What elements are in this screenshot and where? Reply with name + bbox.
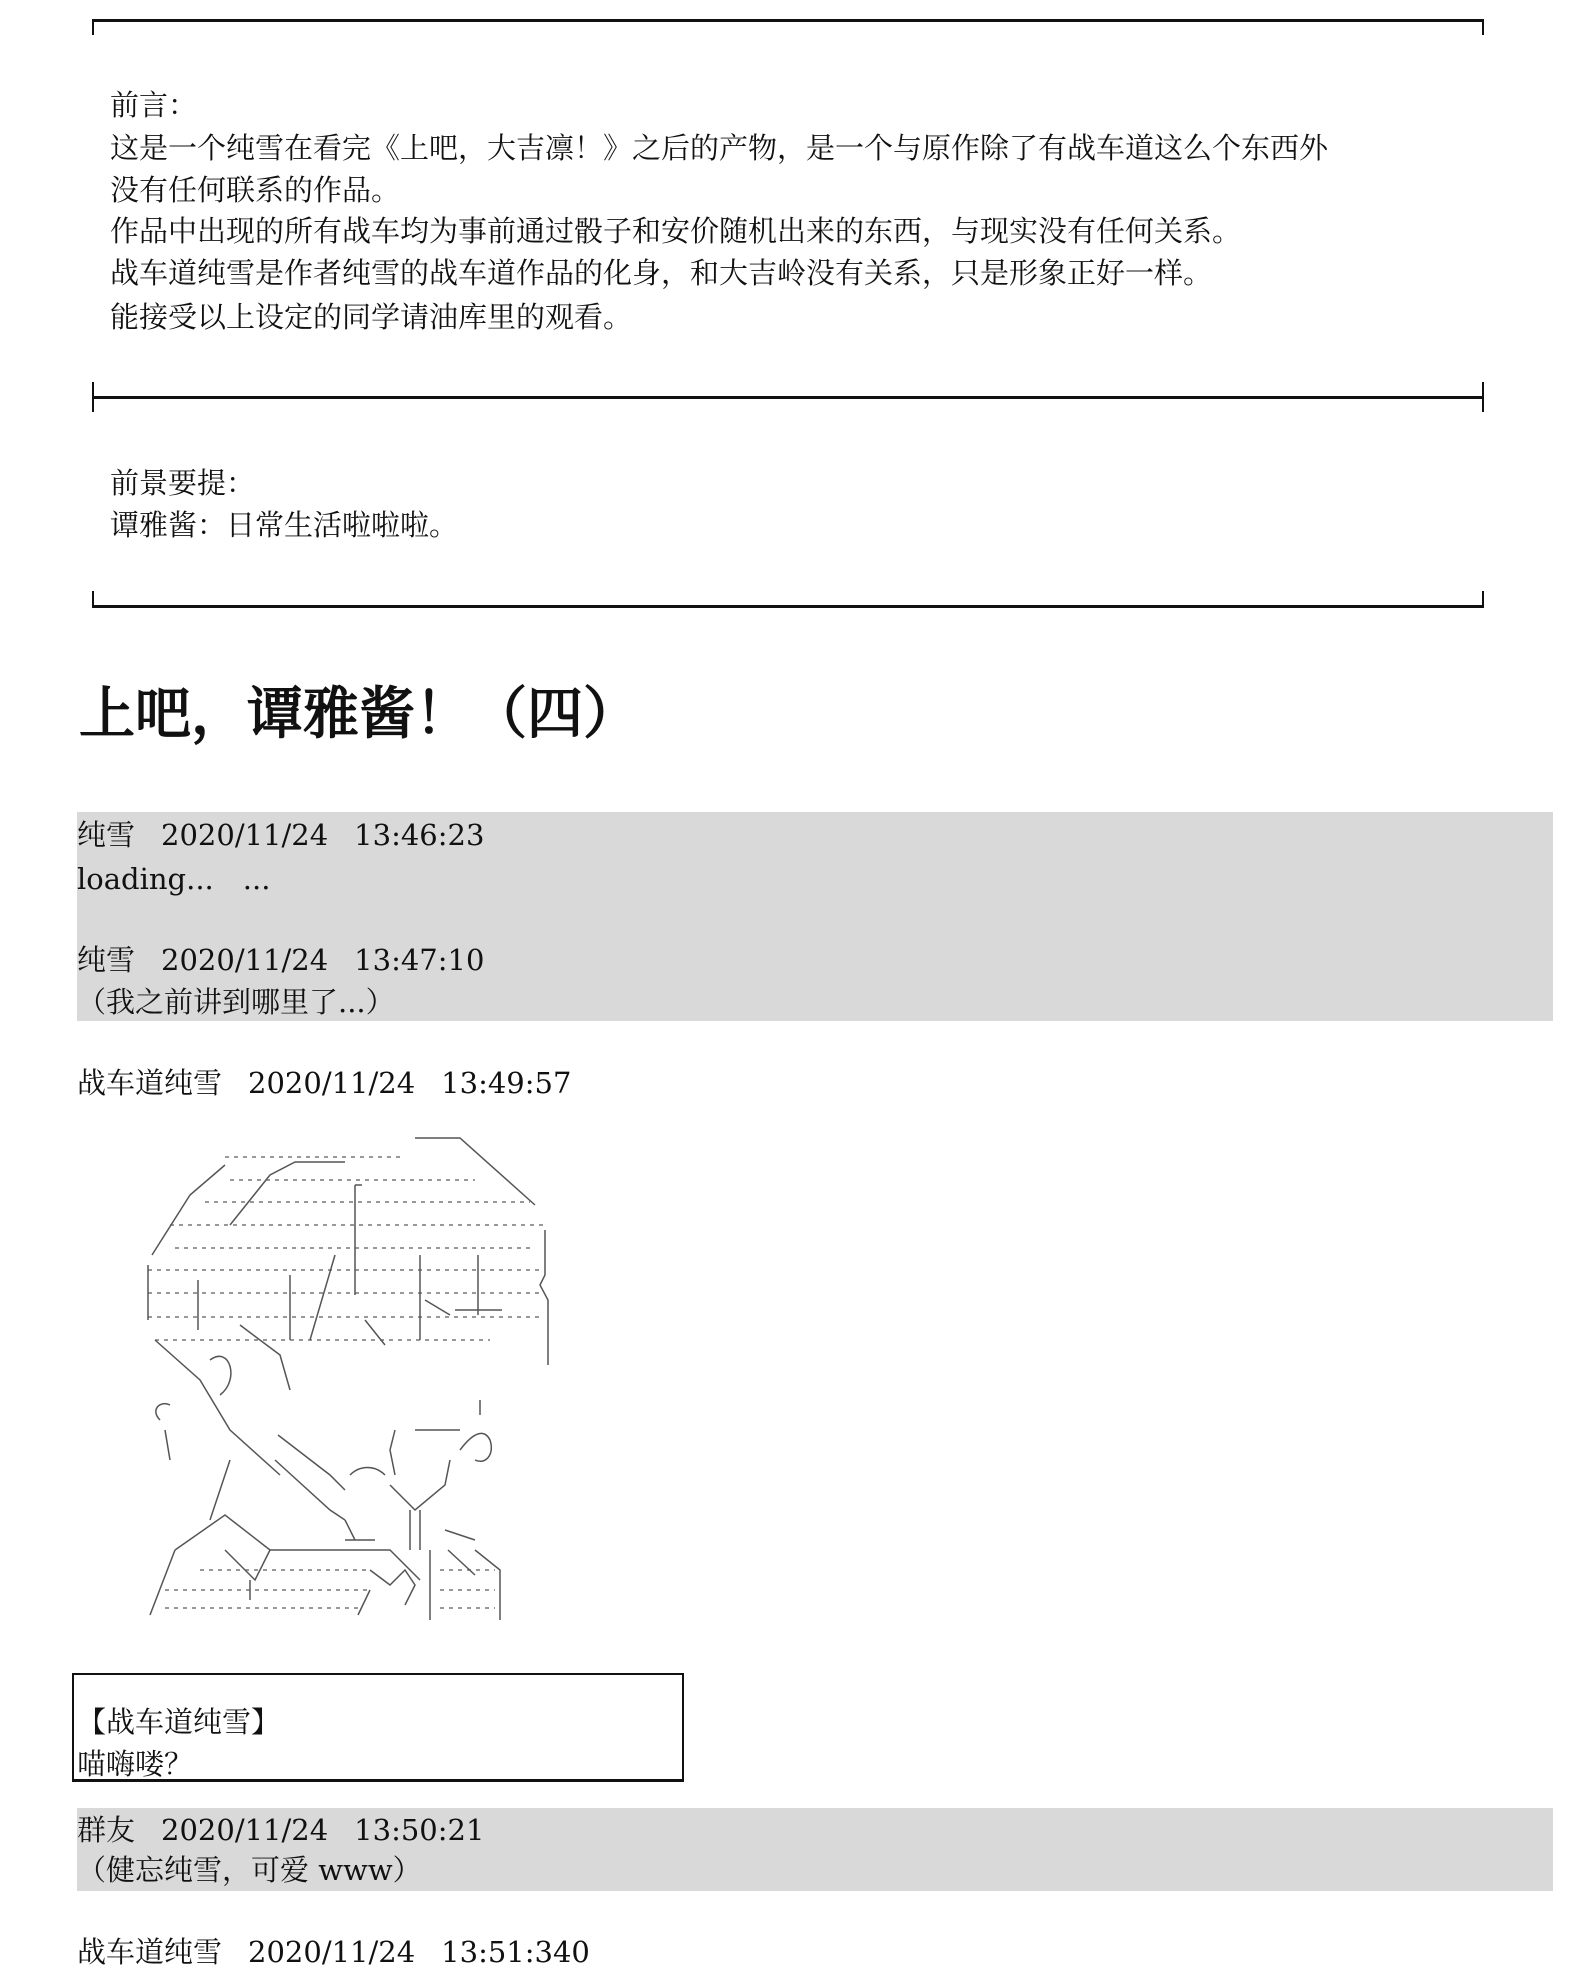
message-author: 纯雪 <box>77 943 136 977</box>
divider-middle <box>92 396 1484 399</box>
preface-heading: 前言： <box>110 88 198 122</box>
message-date: 2020/11/24 <box>161 1813 329 1847</box>
message-date: 2020/11/24 <box>161 818 329 852</box>
page-title: 上吧，谭雅酱！（四） <box>79 682 639 747</box>
message-header <box>77 1809 484 1851</box>
message-header <box>77 1062 571 1104</box>
message-header <box>77 814 484 856</box>
divider-tick <box>1482 591 1484 607</box>
divider-tick <box>92 382 94 412</box>
preface-line: 作品中出现的所有战车均为事前通过骰子和安价随机出来的东西，与现实没有任何关系。 <box>110 214 1242 248</box>
speech-box-speaker: 【战车道纯雪】 <box>77 1705 281 1739</box>
message-date: 2020/11/24 <box>248 1066 416 1100</box>
speech-box-text: 喵嗨喽？ <box>77 1747 194 1781</box>
message-time: 13:51:340 <box>441 1935 590 1969</box>
message-author: 纯雪 <box>77 818 136 852</box>
divider-bottom <box>92 605 1484 608</box>
message-author: 群友 <box>77 1813 136 1847</box>
message-time: 13:49:57 <box>441 1066 572 1100</box>
message-time: 13:50:21 <box>354 1813 485 1847</box>
divider-tick <box>1482 382 1484 412</box>
message-header <box>77 939 484 981</box>
message-body: （我之前讲到哪里了...） <box>77 985 395 1019</box>
message-header <box>77 1931 590 1973</box>
message-body: loading... ... <box>77 862 271 896</box>
message-date: 2020/11/24 <box>161 943 329 977</box>
ascii-art-character-illustration <box>130 1130 580 1650</box>
background-line: 谭雅酱：日常生活啦啦啦。 <box>110 508 459 542</box>
divider-top <box>92 19 1484 22</box>
message-time: 13:46:23 <box>354 818 485 852</box>
preface-line: 这是一个纯雪在看完《上吧，大吉凛！》之后的产物，是一个与原作除了有战车道这么个东西外 <box>110 131 1329 165</box>
divider-tick <box>1482 19 1484 35</box>
preface-line: 战车道纯雪是作者纯雪的战车道作品的化身，和大吉岭没有关系，只是形象正好一样。 <box>110 256 1213 290</box>
divider-tick <box>92 19 94 35</box>
message-time: 13:47:10 <box>354 943 485 977</box>
message-author: 战车道纯雪 <box>77 1066 223 1100</box>
message-date: 2020/11/24 <box>248 1935 416 1969</box>
divider-tick <box>92 591 94 607</box>
preface-line: 没有任何联系的作品。 <box>110 173 401 207</box>
background-heading: 前景要提： <box>110 466 256 500</box>
message-body: （健忘纯雪，可爱 www） <box>77 1853 422 1887</box>
message-author: 战车道纯雪 <box>77 1935 223 1969</box>
preface-line: 能接受以上设定的同学请油库里的观看。 <box>110 300 633 334</box>
